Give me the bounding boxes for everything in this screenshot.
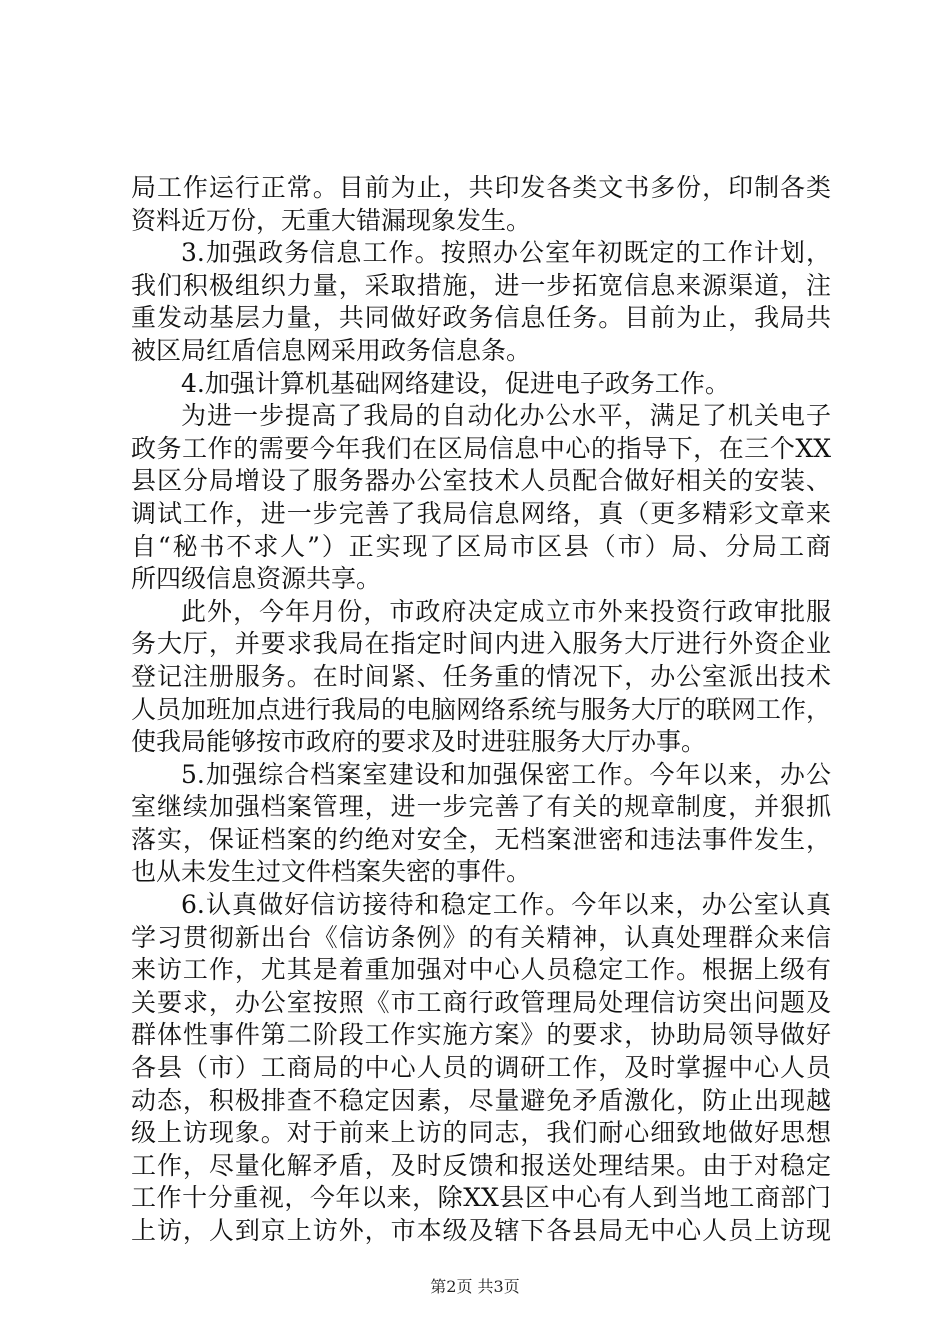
- text-line: 自“秘书不求人”）正实现了区局市区县（市）局、分局工商: [131, 531, 831, 561]
- text-line: 被区局红盾信息网采用政务信息条。: [131, 335, 532, 365]
- text-line: 5.加强综合档案室建设和加强保密工作。今年以来，办公: [181, 759, 831, 789]
- text-line: 政务工作的需要今年我们在区局信息中心的指导下，在三个XX: [131, 433, 831, 463]
- document-body: [131, 172, 831, 1248]
- text-line: 所四级信息资源共享。: [131, 564, 382, 594]
- text-line: 局工作运行正常。目前为止，共印发各类文书多份，印制各类: [131, 173, 831, 202]
- text-line: 6.认真做好信访接待和稳定工作。今年以来，办公室认真: [181, 890, 831, 920]
- text-line: 县区分局增设了服务器办公室技术人员配合做好相关的安装、: [131, 466, 831, 496]
- text-line: 我们积极组织力量，采取措施，进一步拓宽信息来源渠道，注: [131, 270, 831, 300]
- text-line: 重发动基层力量，共同做好政务信息任务。目前为止，我局共: [131, 303, 831, 333]
- text-line: 群体性事件第二阶段工作实施方案》的要求，协助局领导做好: [131, 1020, 831, 1050]
- text-line: 资料近万份，无重大错漏现象发生。: [131, 205, 532, 235]
- text-line: 为进一步提高了我局的自动化办公水平，满足了机关电子: [181, 401, 831, 431]
- text-line: 3.加强政务信息工作。按照办公室年初既定的工作计划，: [181, 238, 831, 268]
- text-line: 上访，人到京上访外，市本级及辖下各县局无中心人员上访现: [131, 1216, 831, 1245]
- text-line: 务大厅，并要求我局在指定时间内进入服务大厅进行外资企业: [131, 629, 831, 659]
- text-line: 落实，保证档案的约绝对安全，无档案泄密和违法事件发生，: [131, 824, 831, 854]
- text-line: 也从未发生过文件档案失密的事件。: [131, 857, 532, 887]
- text-line: 关要求，办公室按照《市工商行政管理局处理信访突出问题及: [131, 987, 831, 1017]
- text-line: 4.加强计算机基础网络建设，促进电子政务工作。: [181, 368, 730, 398]
- text-line: 来访工作，尤其是着重加强对中心人员稳定工作。根据上级有: [131, 955, 831, 985]
- text-line: 工作十分重视，今年以来，除XX县区中心有人到当地工商部门: [131, 1183, 831, 1213]
- text-line: 人员加班加点进行我局的电脑网络系统与服务大厅的联网工作，: [131, 694, 832, 724]
- text-line: 学习贯彻新出台《信访条例》的有关精神，认真处理群众来信: [131, 922, 831, 952]
- text-line: 使我局能够按市政府的要求及时进驻服务大厅办事。: [131, 727, 707, 757]
- text-line: 此外，今年月份，市政府决定成立市外来投资行政审批服: [181, 596, 831, 626]
- text-line: 登记注册服务。在时间紧、任务重的情况下，办公室派出技术: [131, 661, 831, 691]
- text-line: 动态，积极排查不稳定因素，尽量避免矛盾激化，防止出现越: [131, 1085, 831, 1115]
- text-line: 工作，尽量化解矛盾，及时反馈和报送处理结果。由于对稳定: [131, 1150, 831, 1180]
- page-footer: 第2页 共3页: [430, 1277, 520, 1296]
- text-line: 室继续加强档案管理，进一步完善了有关的规章制度，并狠抓: [131, 792, 831, 822]
- text-line: 调试工作，进一步完善了我局信息网络，真（更多精彩文章来: [131, 498, 831, 528]
- text-line: 各县（市）工商局的中心人员的调研工作，及时掌握中心人员: [131, 1053, 831, 1083]
- text-line: 级上访现象。对于前来上访的同志，我们耐心细致地做好思想: [131, 1118, 831, 1148]
